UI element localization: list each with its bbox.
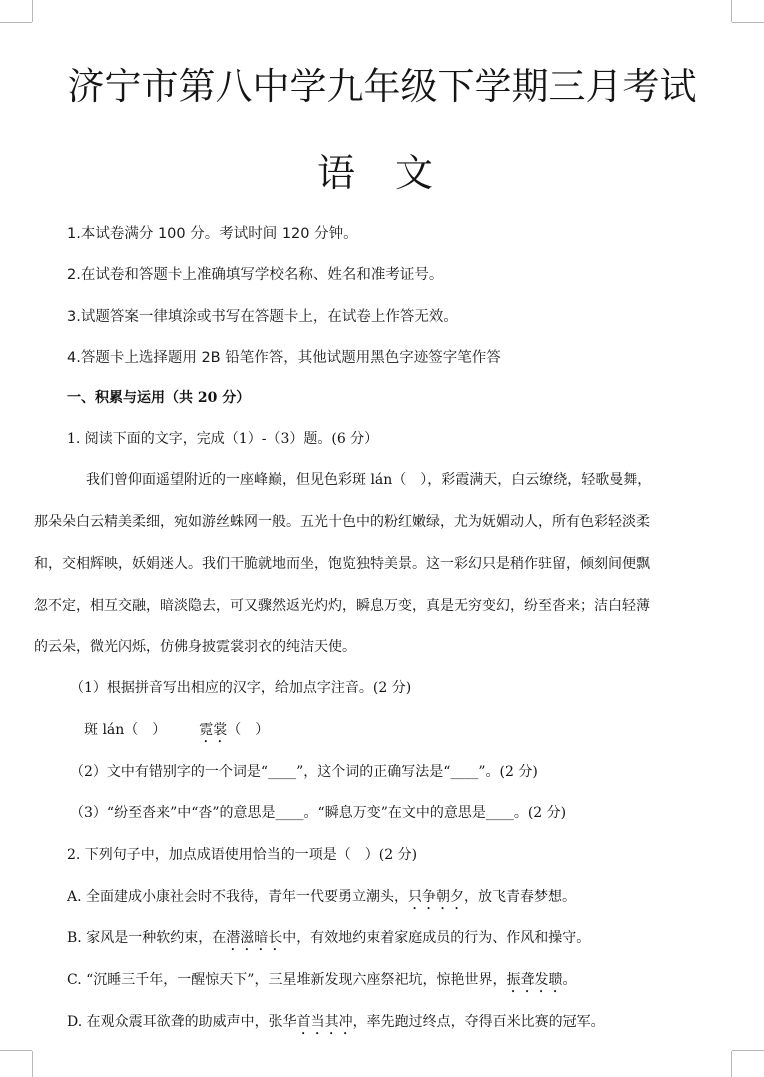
option-text-post: ，放飞青春梦想。 (464, 889, 577, 905)
sub-1-answer-row (84, 719, 269, 746)
sub-1-answer-b-blank: （ ） (227, 722, 270, 738)
crop-mark-top-left-h (0, 22, 32, 23)
sub-1-dotted-word: 霓裳 (199, 722, 228, 738)
passage-line-4: 忽不定，相互交融，暗淡隐去，可又骤然返光灼灼，瞬息万变，真是无穷变幻，纷至沓来；洁白轻薄 (34, 598, 650, 614)
section-heading: 一、积累与运用（共 20 分） (67, 390, 251, 406)
question-2-option-b (67, 927, 590, 954)
passage-line-5: 的云朵，微光闪烁，仿佛身披霓裳羽衣的纯洁天使。 (34, 639, 356, 655)
option-text-pre: 在观众震耳欲聋的助威声中，张华 (86, 1014, 297, 1030)
question-2-option-c (67, 969, 576, 996)
option-idiom: 潜滋暗长 (226, 930, 283, 946)
crop-mark-top-left-v (32, 0, 33, 22)
passage-line-2: 那朵朵白云精美柔细，宛如游丝蛛网一般。五光十色中的粉红嫩绿，尤为妩媚动人，所有色彩轻淡柔 (34, 514, 650, 530)
option-text-pre: “沉睡三千年，一醒惊天下”，三星堆新发现六座祭祀坑，惊艳世界， (86, 972, 507, 988)
subject-title: 语 文 (316, 151, 448, 195)
note-4: 4.答题卡上选择题用 2B 铅笔作答，其他试题用黑色字迹签字笔作答 (67, 350, 501, 366)
crop-mark-bottom-left-v (32, 1051, 33, 1077)
option-text-pre: 全面建成小康社会时不我待，青年一代要勇立潮头， (86, 889, 409, 905)
option-text-post: 中，有效地约束着家庭成员的行为、作风和操守。 (282, 930, 591, 946)
note-3: 3.试题答案一律填涂或书写在答题卡上，在试卷上作答无效。 (67, 309, 458, 325)
option-text-pre: 家风是一种软约束，在 (86, 930, 227, 946)
option-idiom: 只争朝夕 (408, 889, 465, 905)
question-1-sub-3: （3）“纷至沓来”中“沓”的意思是____。“瞬息万变”在文中的意思是____。(2 分) (70, 805, 567, 821)
note-2: 2.在试卷和答题卡上准确填写学校名称、姓名和准考证号。 (67, 267, 444, 283)
option-text-post: ，率先跑过终点，夺得百米比赛的冠军。 (352, 1014, 605, 1030)
crop-mark-top-right-v (731, 0, 732, 22)
passage-line-3: 和，交相辉映，妖娟迷人。我们干脆就地而坐，饱览独特美景。这一彩幻只是稍作驻留，倾刻间便飘 (34, 556, 650, 572)
option-idiom: 首当其冲 (296, 1014, 353, 1030)
crop-mark-bottom-right-v (731, 1051, 732, 1077)
crop-mark-bottom-right-h (732, 1050, 764, 1051)
option-idiom: 振聋发聩 (506, 972, 563, 988)
option-label: C. (67, 972, 82, 988)
option-text-post: 。 (562, 972, 577, 988)
question-1-stem: 1. 阅读下面的文字，完成（1）-（3）题。(6 分） (67, 431, 379, 447)
crop-mark-top-right-h (732, 22, 764, 23)
question-2-option-a (67, 886, 576, 913)
question-2-option-d (67, 1011, 605, 1038)
question-1-sub-2: （2）文中有错别字的一个词是“____”，这个词的正确写法是“____”。(2 分) (70, 764, 538, 780)
exam-title: 济宁市第八中学九年级下学期三月考试 (67, 65, 697, 108)
option-label: D. (67, 1014, 83, 1030)
crop-mark-bottom-left-h (0, 1050, 32, 1051)
sub-1-answer-a: 斑 lán（ ） (84, 722, 167, 738)
question-1-sub-1: （1）根据拼音写出相应的汉字，给加点字注音。(2 分) (70, 680, 412, 696)
passage-line-1: 我们曾仰面遥望附近的一座峰巅，但见色彩斑 lán（ ），彩霞满天，白云缭绕，轻歌曼舞， (86, 472, 652, 488)
option-label: A. (67, 889, 82, 905)
option-label: B. (67, 930, 82, 946)
question-2-stem: 2. 下列句子中，加点成语使用恰当的一项是（ ）(2 分) (67, 847, 418, 863)
note-1: 1.本试卷满分 100 分。考试时间 120 分钟。 (67, 226, 358, 242)
